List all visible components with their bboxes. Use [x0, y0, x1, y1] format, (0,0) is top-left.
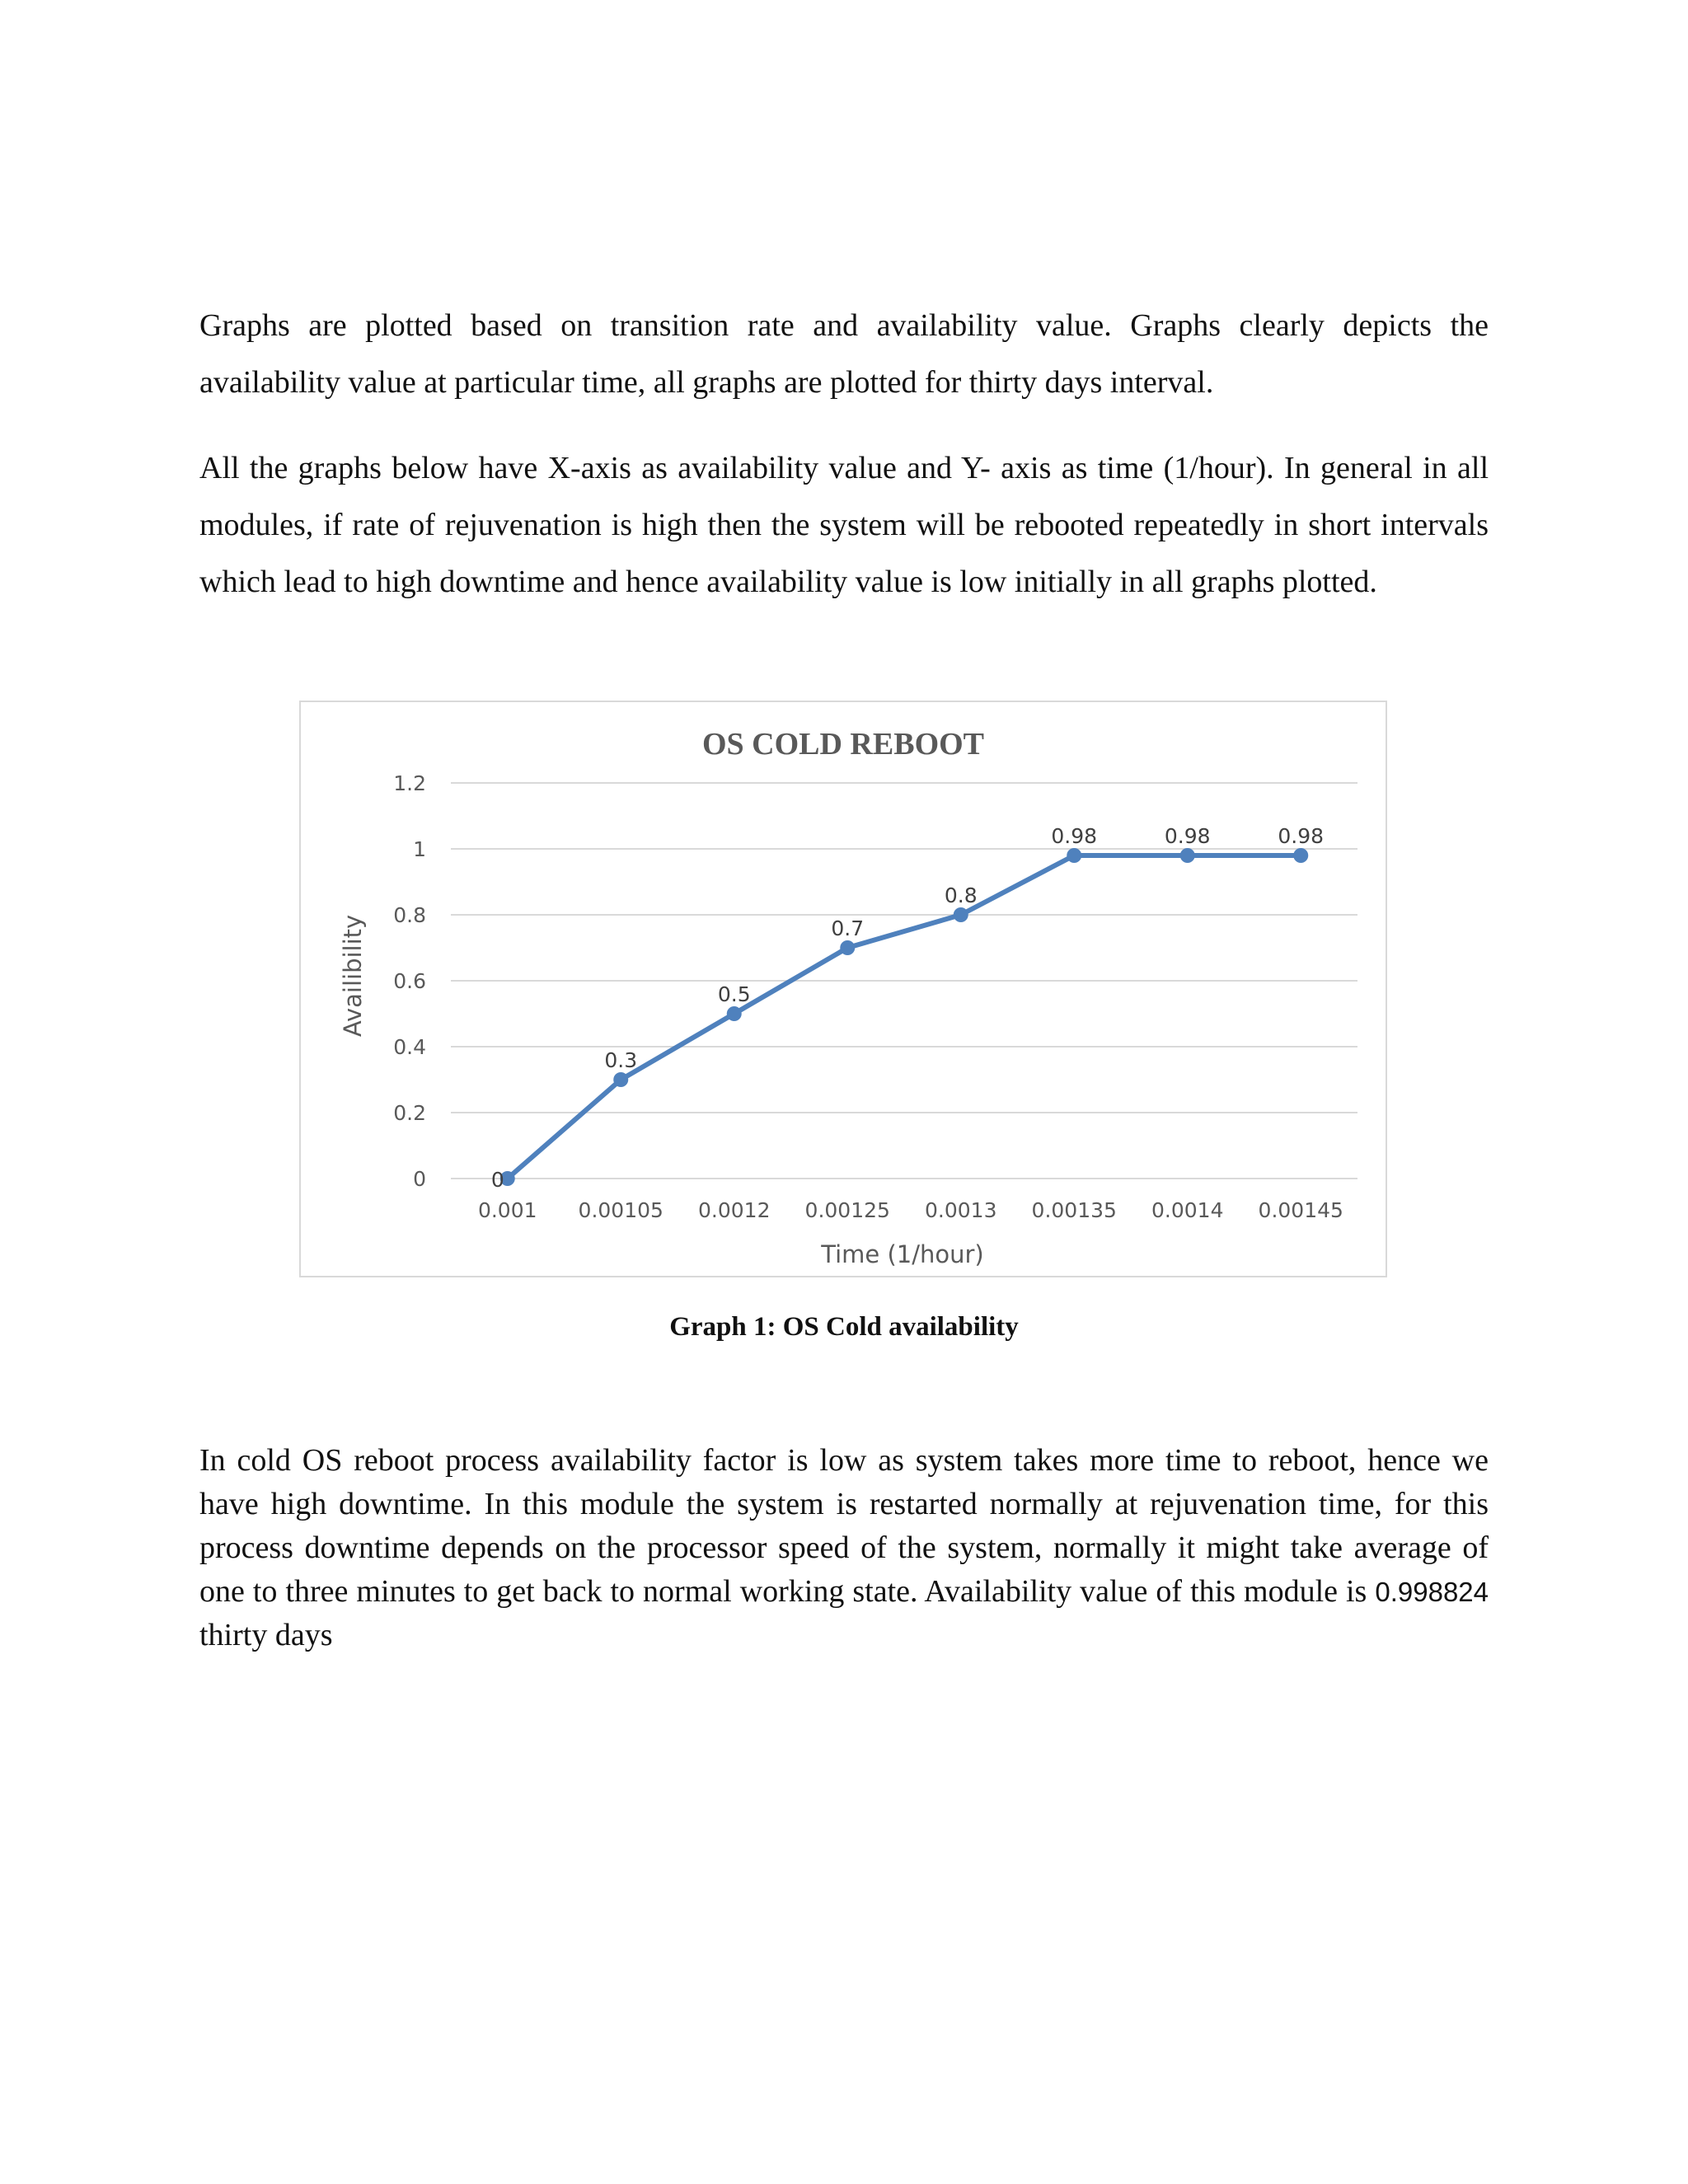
- y-tick-label: 1.2: [393, 771, 426, 795]
- y-tick-labels: [393, 771, 426, 1191]
- x-tick-labels: [478, 1198, 1343, 1222]
- data-label: 0.3: [604, 1048, 638, 1072]
- gridlines: [451, 783, 1357, 1179]
- data-point: [613, 1072, 628, 1087]
- series-line: [508, 855, 1301, 1179]
- series-layer: [500, 848, 1309, 1186]
- paragraph-text-end: thirty days: [199, 1618, 333, 1652]
- data-point: [1067, 848, 1081, 863]
- data-label: 0.98: [1164, 824, 1211, 848]
- intro-paragraph: Graphs are plotted based on transition rate and availability value. Graphs clearly depicts the availability value at particular time, all graphs are plotted for thirty days interval.: [199, 308, 1489, 400]
- data-label: 0.8: [944, 883, 978, 907]
- x-axis-title: Time (1/hour): [821, 1240, 984, 1268]
- x-tick-label: 0.0012: [698, 1198, 771, 1222]
- y-tick-label: 0.2: [393, 1101, 426, 1125]
- x-tick-label: 0.0014: [1151, 1198, 1224, 1222]
- os-cold-reboot-chart: [301, 702, 1386, 1276]
- x-tick-label: 0.001: [477, 1198, 537, 1222]
- chart-container: [299, 701, 1387, 1277]
- data-label: 0.5: [717, 982, 751, 1006]
- data-labels: [491, 824, 1324, 1192]
- data-point: [1180, 848, 1195, 863]
- data-point: [1293, 848, 1308, 863]
- data-label: 0.7: [831, 916, 865, 940]
- x-tick-label: 0.00125: [804, 1198, 890, 1222]
- y-tick-label: 0.6: [393, 969, 426, 993]
- chart-title: OS COLD REBOOT: [701, 727, 985, 762]
- data-label: 0.98: [1051, 824, 1098, 848]
- data-point: [954, 907, 968, 922]
- y-tick-label: 1: [413, 837, 426, 861]
- cold-reboot-paragraph: [199, 1439, 1489, 1657]
- paragraph-text: In cold OS reboot process availability factor is low as system takes more time to reboot, hence we have high downtime. In this module the system is restarted normally at rejuvenation time, for this process downtime depends on the processor speed of the system, normally it might take average of one to three minutes to get back to normal working state. Availability value of this module is: [199, 1443, 1489, 1609]
- data-label: 0.98: [1278, 824, 1325, 848]
- y-tick-label: 0: [413, 1167, 426, 1191]
- availability-value: 0.998824: [1375, 1577, 1489, 1607]
- x-tick-label: 0.0013: [925, 1198, 997, 1222]
- y-axis-title: Availibility: [339, 914, 367, 1038]
- y-tick-label: 0.8: [393, 903, 426, 927]
- graph-caption: Graph 1: OS Cold availability: [669, 1312, 1019, 1342]
- axes-description-paragraph: All the graphs below have X-axis as availability value and Y- axis as time (1/hour). In general in all modules, if rate of rejuvenation is high then the system will be rebooted repeatedly in short intervals which lead to high downtime and hence availability value is low initially in all graphs plotted.: [199, 451, 1489, 599]
- x-tick-label: 0.00135: [1031, 1198, 1117, 1222]
- data-point: [840, 940, 855, 955]
- x-tick-label: 0.00105: [578, 1198, 663, 1222]
- y-tick-label: 0.4: [393, 1035, 426, 1059]
- x-tick-label: 0.00145: [1258, 1198, 1343, 1222]
- data-label: 0: [490, 1168, 504, 1192]
- data-point: [727, 1006, 742, 1021]
